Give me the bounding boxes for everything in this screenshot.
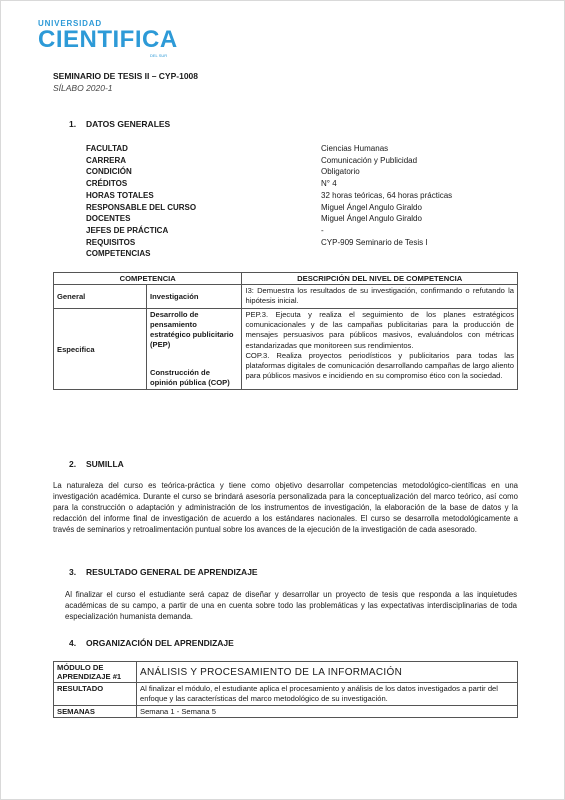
- data-row: REQUISITOS CYP-909 Seminario de Tesis I: [86, 237, 428, 247]
- cop-label: Construcción de opinión pública (COP): [150, 368, 230, 387]
- section-heading-1: 1. DATOS GENERALES: [69, 119, 171, 129]
- module-title: ANÁLISIS Y PROCESAMIENTO DE LA INFORMACIÓN: [137, 662, 518, 683]
- data-row: HORAS TOTALES 32 horas teóricas, 64 horas prácticas: [86, 190, 453, 200]
- table-cell: MÓDULO DE APRENDIZAJE #1: [54, 662, 137, 683]
- competencies-table: [53, 272, 518, 390]
- table-cell: SEMANAS: [54, 706, 137, 718]
- data-row: CRÉDITOS N° 4: [86, 179, 337, 189]
- data-row: RESPONSABLE DEL CURSO Miguel Ángel Angulo Giraldo: [86, 202, 422, 212]
- sumilla-paragraph: La naturaleza del curso es teórica-práctica y tiene como objetivo desarrollar competencias metodológico-científicas en una investigación académica. Durante el curso se brindará asesoría personalizada para la conceptualización del marco teórico, así como para la construcción o adaptación y administración de los instrumentos de investigación, la elaboración de la base de datos y la redacción del informe final de investigación de acuerdo a los estándares nacionales. El curso se desarrolla metodológicamente a través de seminarios y retroalimentación puntual sobre los avances de la ejecución de la investigación de cada asesorado.: [53, 481, 518, 534]
- table-header: DESCRIPCIÓN DEL NIVEL DE COMPETENCIA: [242, 273, 518, 285]
- data-row: CONDICIÓN Obligatorio: [86, 167, 360, 177]
- data-row: JEFES DE PRÁCTICA -: [86, 225, 324, 235]
- syllabus-label: SÍLABO 2020-1: [53, 83, 113, 93]
- table-cell: Investigación: [147, 285, 242, 309]
- logo-top-text: UNIVERSIDAD: [38, 19, 102, 28]
- learning-outcome-paragraph: Al finalizar el curso el estudiante será capaz de diseñar y desarrollar un proyecto de tesis que responda a las inquietudes académicas de su campo, a partir de una en cuenta sobre todo las problemáticas y las expectativas interdisciplinarias de toda especialización humanista demanda.: [65, 590, 517, 621]
- cop-description: COP.3. Realiza proyectos periodísticos y publicitarios para todas las plataformas digitales de comunicación desarrollando campañas de largo aliento para públicos masivos e incidiendo en su compromiso ético con la sociedad.: [245, 350, 514, 381]
- data-row: CARRERA Comunicación y Publicidad: [86, 155, 418, 165]
- module-table: [53, 661, 518, 718]
- table-cell: General: [54, 285, 147, 309]
- data-row: DOCENTES Miguel Ángel Angulo Giraldo: [86, 214, 422, 224]
- course-title: SEMINARIO DE TESIS II – CYP-1008: [53, 71, 199, 81]
- table-cell: Especifica: [54, 309, 147, 390]
- university-logo: [38, 19, 178, 58]
- table-cell: I3: Demuestra los resultados de su investigación, confirmando o refutando la hipótesis inicial.: [242, 285, 518, 309]
- table-cell: RESULTADO: [54, 683, 137, 706]
- section-heading-2: 2. SUMILLA: [69, 459, 124, 469]
- table-header: COMPETENCIA: [54, 273, 242, 285]
- table-cell: Al finalizar el módulo, el estudiante aplica el procesamiento y análisis de los datos investigados a partir del enfoque y las características del marco metodológico de su investigación.: [137, 683, 518, 706]
- logo-main-text: CIENTIFICA: [38, 26, 178, 53]
- logo-sub-text: DEL SUR: [150, 53, 168, 58]
- document-header: [53, 71, 198, 93]
- table-cell: Semana 1 - Semana 5: [137, 706, 518, 718]
- table-cell: [147, 309, 242, 390]
- data-row: FACULTAD Ciencias Humanas: [86, 144, 389, 153]
- data-row: COMPETENCIAS: [86, 249, 151, 259]
- section-heading-3: 3. RESULTADO GENERAL DE APRENDIZAJE: [69, 567, 258, 577]
- section-heading-4: 4. ORGANIZACIÓN DEL APRENDIZAJE: [69, 638, 234, 648]
- pep-description: PEP.3. Ejecuta y realiza el seguimiento de los planes estratégicos comunicacionales y de las campañas publicitarias para la producción de mensajes persuasivos para públicos masivos, evaluándolos con métricas estandarizadas que monitoreen sus rendimientos.: [245, 310, 514, 350]
- general-data-list: [86, 143, 521, 260]
- pep-label: Desarrollo de pensamiento estratégico publicitario (PEP): [150, 310, 234, 349]
- table-cell: [242, 309, 518, 390]
